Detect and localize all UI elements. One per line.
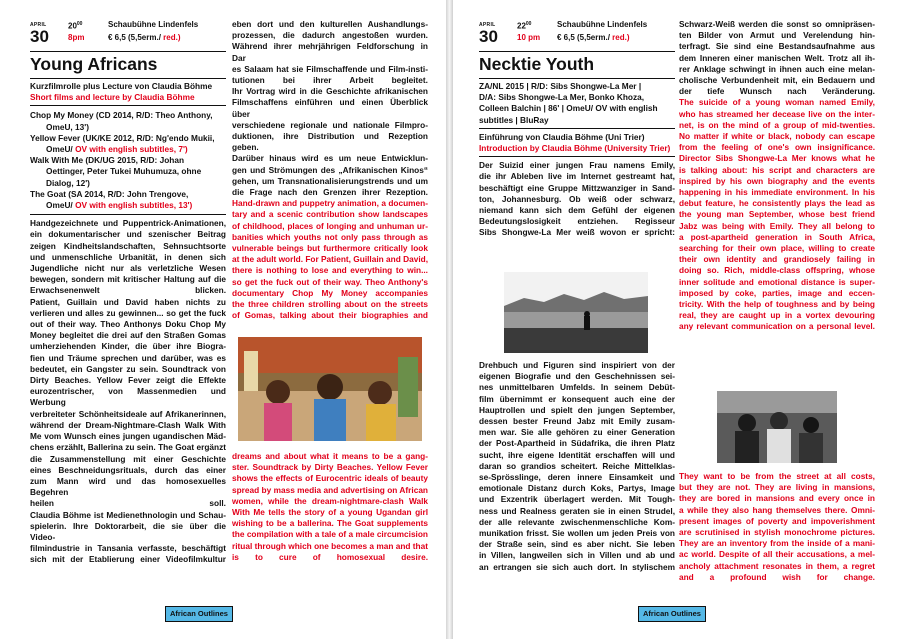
text-line: ac world. Despite of all their accusations, a mel- xyxy=(679,549,875,560)
text-line: debut feature, he consistently plays the lead as xyxy=(679,198,875,209)
text-line: spielerin. Ihre Doktorarbeit, die sie über die Video- xyxy=(30,520,226,542)
text-line: of Gomas, talking about their biographies and xyxy=(232,310,428,321)
text-line: chens erzählt, Ballerina zu sein. The Goat ergänzt xyxy=(30,442,226,453)
text-line: und Exzentrik überlagert werden. Mit Tough- xyxy=(479,494,675,505)
text-line: documentary Chop My Money accompanies xyxy=(232,287,428,298)
german-description xyxy=(30,218,226,565)
text-line: eurozentrischer, von Massenmedien und Werbung xyxy=(30,386,226,408)
text-line: women, while the dream-nightmare-clash Walk xyxy=(232,495,428,506)
text-line: Money begleitet die drei auf den Straßen Gomas xyxy=(30,330,226,341)
text-line: prozessen, die dadurch angestoßen wurden. xyxy=(232,30,428,41)
text-line: und unmenschliche Urbanität, in denen sich xyxy=(30,251,226,262)
right-page xyxy=(453,0,900,639)
text-line: Erwachsenenwelt blicken. xyxy=(30,285,226,296)
divider xyxy=(479,156,675,157)
left-column-1 xyxy=(30,16,226,566)
film-meta: ZA/NL 2015 | R/D: Sibs Shongwe-La Mer | D/A: Sibs Shongwe-La Mer, Bonko Khoza, Colleen Balchin | 86' | OmeU/ OV with english subtitles | BluRay xyxy=(479,81,658,125)
text-line: Claudia Böhme ist Medienethnologin und Schau- xyxy=(30,509,226,520)
text-line: ness und Realness geraten sie in einen Strudel, xyxy=(479,505,675,516)
film-item: The Goat (SA 2014, R/D: John Trengove, OmeU/ OV with english subtitles, 13') xyxy=(30,188,193,211)
text-line: a post-apartheid generation in South Africa, xyxy=(679,231,875,242)
german-description xyxy=(479,160,675,238)
text-line: their own identity and grandiosely failing in xyxy=(679,254,875,265)
text-line: ten Bilder von Armut und Verelendung hin- xyxy=(679,30,875,41)
text-line: ancholy attachment resonates in them, a regret xyxy=(679,560,875,571)
english-description-cont xyxy=(232,451,428,563)
film-item: Yellow Fever (UK/KE 2012, R/D: Ng'endo Mukii, OmeU/ OV with english subtitles, 7') xyxy=(30,132,215,155)
text-line: se-Sprösslinge, deren innere Einsamkeit und xyxy=(479,472,675,483)
text-line: doing so. Rich, middle-class offspring, whose xyxy=(679,265,875,276)
text-line: Drehbuch und Figuren sind inspiriert von der xyxy=(479,360,675,370)
intro-line: Einführung von Claudia Böhme (Uni Trier) xyxy=(479,131,645,142)
text-line: from the feeling of one's own insignificance. xyxy=(679,142,875,153)
text-line: zum Mann wird und das homosexuelles Begehren xyxy=(30,475,226,498)
text-line: dreams and about what it means to be a gang- xyxy=(232,451,428,461)
text-line: The suicide of a young woman named Emily, xyxy=(679,97,875,108)
event-subtitle-en: Short films and lecture by Claudia Böhme xyxy=(30,92,195,103)
text-line: verlieren und alles zu gewinnen... so get the fuck xyxy=(30,307,226,318)
text-line: niemand kann sich dem Gefühl der eigenen xyxy=(479,205,675,216)
film-still-animation xyxy=(238,337,422,441)
text-line: Ihr Vortrag wird in die Geschichte afrikanischen xyxy=(232,86,428,97)
text-line: eigenen Biografie und den Geschehnissen sei- xyxy=(479,371,675,382)
text-line: Der Suizid einer jungen Frau namens Emily, xyxy=(479,160,675,171)
text-line: so get the fuck out of their way. Theo Anthony's xyxy=(232,276,428,287)
text-line: emotionale Distanz durch Koks, Partys, Image xyxy=(479,483,675,494)
text-line: während der Dream-Nightmare-Clash Walk With xyxy=(30,419,226,430)
text-line: vulnerable beings but furthermore critically look xyxy=(232,243,428,254)
text-line: ein dokumentarischer und szenischer Beitrag xyxy=(30,229,226,240)
text-line: They are an inventory from the inside of a mani- xyxy=(679,538,875,549)
event-day: 30 xyxy=(479,27,498,46)
intro-line-en: Introduction by Claudia Böhme (University Trier) xyxy=(479,143,671,154)
text-line: duktionen, ihre Distribution und Rezeption geben. xyxy=(232,131,428,153)
text-line: filmindustrie in Tansania verfasste, beschäftigt xyxy=(30,543,226,554)
text-line: Me vom Wunsch eines jungen ugandischen Mäd- xyxy=(30,431,226,442)
text-line: beschäftigt eine Gruppe Mittzwanziger in Sand- xyxy=(479,182,675,193)
text-line: verschiedene regionale und nationale Filmpro- xyxy=(232,119,428,130)
right-column-2 xyxy=(679,19,875,582)
event-title: Young Africans xyxy=(30,54,158,74)
text-line: Jabz was being with Emily. They all belong to xyxy=(679,220,875,231)
text-line: they are bored in mansions and every once in xyxy=(679,493,875,504)
event-subtitle: Kurzfilmrolle plus Lecture von Claudia Böhme xyxy=(30,81,213,91)
text-line: bewegen, sondern mit kritischer Haltung auf die xyxy=(30,274,226,285)
text-line: Handgezeichnete und Puppentrick-Animationen, xyxy=(30,218,226,229)
text-line: Hand-drawn and puppetry animation, a documen- xyxy=(232,198,428,209)
left-page xyxy=(0,0,446,639)
german-description-end xyxy=(679,19,875,97)
text-line: nes unmittelbaren Umfelds. In seinem Debüt- xyxy=(479,382,675,393)
text-line: searching for their own place, willing to create xyxy=(679,243,875,254)
text-line: daran so grandios scheitert. Reiche Mittelklas- xyxy=(479,460,675,471)
english-description xyxy=(232,198,428,321)
text-line: out of their way. Theo Anthonys Doku Chop My xyxy=(30,319,226,330)
text-line: gehen, um Transnationalisierungstrends und um xyxy=(232,175,428,186)
event-day: 30 xyxy=(30,27,49,46)
text-line: With Me tells the story of a young Ugandan girl xyxy=(232,507,428,518)
film-item: Walk With Me (DK/UG 2015, R/D: Johan Oettinger, Peter Tukei Muhumuza, ohne Dialog, 12') xyxy=(30,155,202,188)
text-line: is talking about: his script and characters are xyxy=(679,164,875,175)
text-line: happening in his immediate environment. In his xyxy=(679,187,875,198)
divider xyxy=(30,78,226,79)
german-description-cont xyxy=(232,19,428,198)
text-line: film übernimmt er konsequent auch eine der xyxy=(479,393,675,404)
film-still-landscape xyxy=(504,272,648,353)
text-line: die Frage nach den Grenzen ihrer Rezeption. xyxy=(232,187,428,198)
text-line: Bedeutungslosigkeit entziehen. Regisseur xyxy=(479,216,675,227)
event-header xyxy=(479,16,675,49)
text-line: Jugendliche nicht nur als verletzliche Wesen xyxy=(30,263,226,274)
text-line: inspired by his own biography and the events xyxy=(679,175,875,186)
text-line: tricity. With the help of toughness and by being xyxy=(679,299,875,310)
text-line: Hauptrollen und spielt den jungen September, xyxy=(479,404,675,415)
text-line: Darüber hinaus wird es um neue Entwicklun- xyxy=(232,153,428,164)
text-line: sucht, ihre eigene Identität erschaffen will und xyxy=(479,449,675,460)
text-line: inner solitude and emotional distance is super- xyxy=(679,276,875,287)
text-line: fien und Träume sprechen und darüber, was es xyxy=(30,352,226,363)
text-line: imposed by coke, parties, image and eccen- xyxy=(679,287,875,298)
english-description xyxy=(679,97,875,332)
text-line: verbreiteter Schönheitsideale auf Afrikanerinnen, xyxy=(30,408,226,419)
text-line: the compilation with a tale of a male circumcision xyxy=(232,529,428,540)
event-time-en: 8pm xyxy=(68,33,85,42)
text-line: zeigen Kindheitslandschaften, Sehnsuchtsorte xyxy=(30,240,226,251)
text-line: banities which youths not only pass through as xyxy=(232,231,428,242)
english-description-cont xyxy=(679,471,875,583)
text-line: any relevant communication on a personal level. xyxy=(679,321,875,332)
text-line: Sibs Shongwe-La Mer weiß wovon er spricht: xyxy=(479,227,675,238)
text-line: cholische Verbundenheit mit, ein Bedauern und xyxy=(679,75,875,86)
film-item: Chop My Money (CD 2014, R/D: Theo Anthony, OmeU, 13') xyxy=(30,110,213,132)
event-venue: Schaubühne Lindenfels xyxy=(557,20,648,29)
text-line: a while they also hang themselves there. Omni- xyxy=(679,504,875,515)
event-time: $20^{00}$ xyxy=(68,21,83,31)
text-line: They want to be from the street at all costs, xyxy=(679,471,875,481)
text-line: of childhood, places of longing and unhuman ur- xyxy=(232,220,428,231)
text-line: munikation frisst. Sie wollen um jeden Preis von xyxy=(479,528,675,539)
text-line: the three children strolling about on the streets xyxy=(232,299,428,310)
divider xyxy=(479,78,675,79)
text-line: dessen bester Freund Jabz mit Emily zusam- xyxy=(479,416,675,427)
text-line: wishing to be a ballerina. The Goat supplements xyxy=(232,518,428,529)
text-line: men war. Sie alle gehören zu einer Generation xyxy=(479,427,675,438)
text-line: in Villen, langweilen sich in Villen und ab und xyxy=(479,550,675,561)
text-line: who has streamed her decease live on the inter- xyxy=(679,108,875,119)
text-line: and a profound wish for change. xyxy=(679,571,875,582)
text-line: sich mit der Etablierung einer Videofilmkultur xyxy=(30,554,226,565)
right-column-1 xyxy=(479,16,675,572)
text-line: es Salaam hat sie Filmschaffende und Film-insti- xyxy=(232,63,428,74)
left-column-2 xyxy=(232,19,428,562)
german-description-cont xyxy=(479,360,675,573)
text-line: are scrutinised in stylish monochrome pictures. xyxy=(679,527,875,538)
film-still-group xyxy=(717,391,837,463)
divider xyxy=(30,214,226,215)
text-line: die Zusammenstellung mit einer Geschichte xyxy=(30,453,226,464)
text-line: Dirty Beaches. Yellow Fever zeigt die Effekte xyxy=(30,375,226,386)
text-line: but they are not. They are living in mansions, xyxy=(679,482,875,493)
text-line: No matter if white or black, nobody can escape xyxy=(679,131,875,142)
event-header xyxy=(30,16,226,49)
text-line: present images of poverty and impoverishment xyxy=(679,515,875,526)
book-spine xyxy=(446,0,453,639)
text-line: ster. Soundtrack by Dirty Beaches. Yellow Fever xyxy=(232,462,428,473)
event-price: € 6,5 (5,5erm./ red.) xyxy=(108,33,181,42)
text-line: ritual through which one becomes a man and that xyxy=(232,540,428,551)
text-line: net, is on the mind of a group of mid-twenties. xyxy=(679,119,875,130)
event-title: Necktie Youth xyxy=(479,54,595,74)
text-line: bedeutet, ein Gangster zu sein. Soundtrack von xyxy=(30,363,226,374)
event-month: APRIL xyxy=(30,22,47,28)
text-line: spread by mass media and advertising on African xyxy=(232,484,428,495)
text-line: Während ihrer mehrjährigen Feldforschung in Dar xyxy=(232,41,428,63)
text-line: ton, Johannesburg. Ob weiß oder schwarz, xyxy=(479,193,675,204)
text-line: rer Anklage schwingt in ihnen auch eine melan- xyxy=(679,63,875,74)
text-line: there is nothing to lose and everything to win... xyxy=(232,265,428,276)
text-line: eines Beschneidungsrituals, durch das einer xyxy=(30,464,226,475)
text-line: Patient, Guillain und David haben nichts zu xyxy=(30,296,226,307)
text-line: at the adult world. For Patient, Guillain and David, xyxy=(232,254,428,265)
divider xyxy=(30,105,226,106)
text-line: dem Inneren einer manischen Welt. Trotz all ih- xyxy=(679,52,875,63)
text-line: der alle relevante zwischenmenschliche Kom- xyxy=(479,516,675,527)
text-line: heilen soll. xyxy=(30,498,226,509)
text-line: is to cure of homosexual desire. xyxy=(232,551,428,562)
text-line: Filmschaffens einführen und einen Überblick über xyxy=(232,97,428,119)
text-line: der Post-Apartheid in Südafrika, die ihren Platz xyxy=(479,438,675,449)
text-line: der tiefe Wunsch nach Veränderung. xyxy=(679,86,875,97)
footer-label: African Outlines xyxy=(165,606,233,622)
text-line: shows the effects of Eurocentric ideals of beauty xyxy=(232,473,428,484)
text-line: tutionen bei ihrer Arbeit begleitet. xyxy=(232,75,428,86)
text-line: Director Sibs Shongwe-La Mer knows what he xyxy=(679,153,875,164)
text-line: the young man September, whose best friend xyxy=(679,209,875,220)
text-line: die ihr Ableben live im Internet gestreamt hat, xyxy=(479,171,675,182)
divider xyxy=(479,128,675,129)
text-line: der Straße sein, sind es aber nicht. Sie leben xyxy=(479,539,675,550)
text-line: tary and a scenic contribution show landscapes xyxy=(232,209,428,220)
text-line: umherziehenden Kinder, die über ihre Biogra- xyxy=(30,341,226,352)
text-line: gen und Strömungen des „Afrikanischen Kinos“ xyxy=(232,164,428,175)
text-line: real, they are caught up in a vortex devouring xyxy=(679,310,875,321)
footer-label: African Outlines xyxy=(638,606,706,622)
event-month: APRIL xyxy=(479,22,496,28)
text-line: terfragt. Sie sind eine Bestandsaufnahme aus xyxy=(679,41,875,52)
event-time: $22^{00}$ xyxy=(517,21,532,31)
event-price: € 6,5 (5,5erm./ red.) xyxy=(557,33,630,42)
event-venue: Schaubühne Lindenfels xyxy=(108,20,199,29)
text-line: eben dort und den kulturellen Aushandlungs- xyxy=(232,19,428,29)
text-line: Schwarz-Weiß werden die sonst so omnipräsen- xyxy=(679,19,875,29)
film-list xyxy=(30,110,226,211)
event-time-en: 10 pm xyxy=(517,33,541,42)
text-line: an ertrangen sie sich auch dort. In stylischem xyxy=(479,561,675,572)
